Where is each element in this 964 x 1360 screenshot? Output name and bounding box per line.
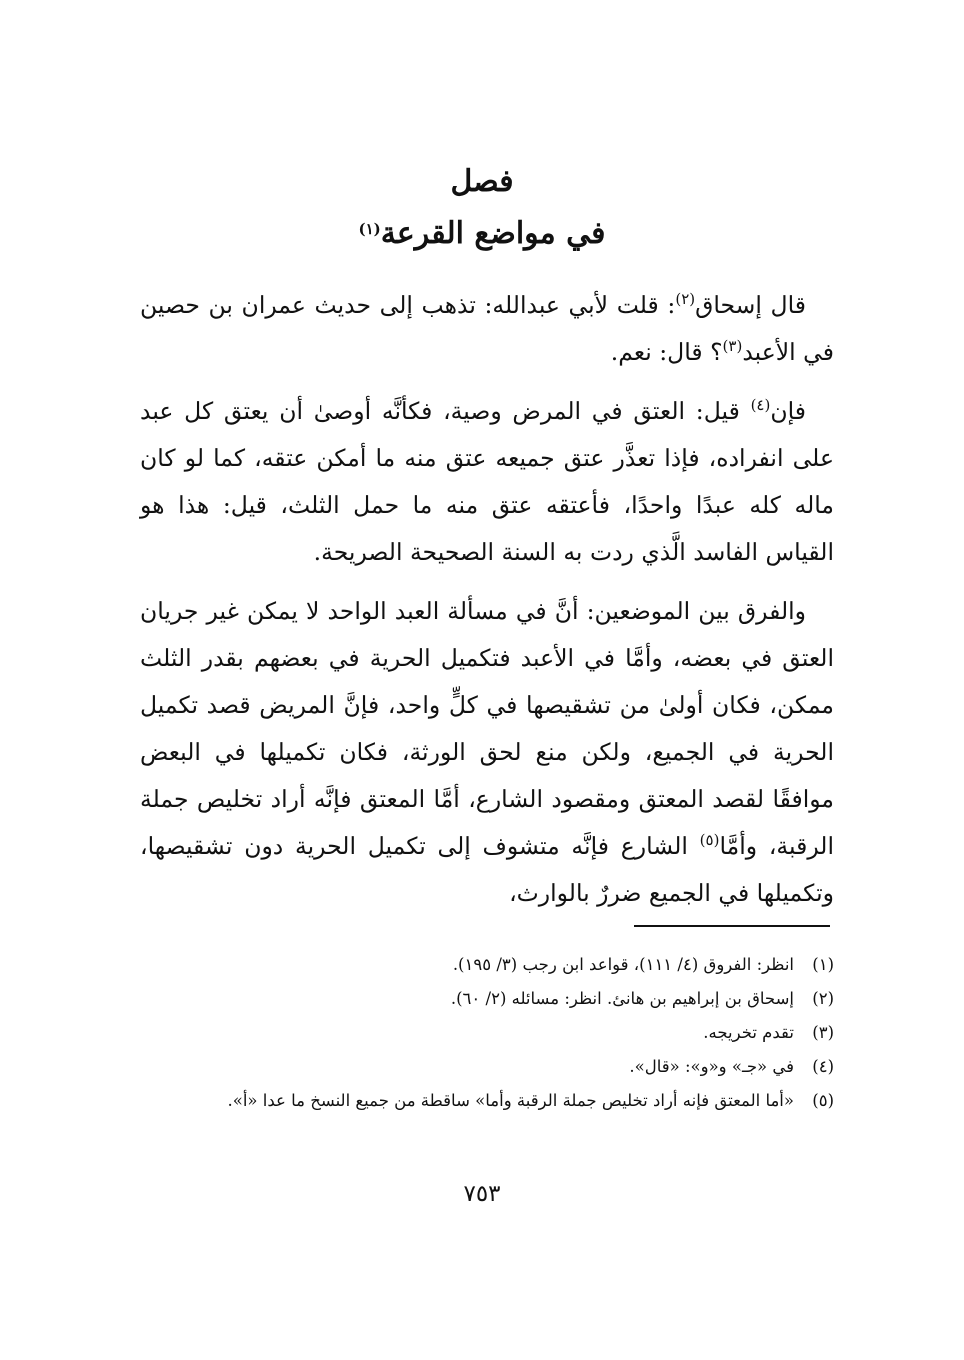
footnote-text: تقدم تخريجه.	[703, 1023, 794, 1042]
footnote-number: (١)	[812, 955, 834, 974]
footnote-ref: (٣)	[722, 337, 743, 355]
footnote-text: انظر: الفروق (٤/ ١١١)، قواعد ابن رجب (٣/ ١٩٥).	[452, 955, 794, 974]
footnote-item	[140, 984, 834, 1014]
section-subtitle	[0, 210, 964, 258]
footnotes	[140, 950, 834, 1120]
text-run: قيل: العتق في المرض وصية، فكأنَّه أوصىٰ أن يعتق كل عبد على انفراده، فإذا تعذَّر عتق جميعه عتق منه ما أمكن عتقه، كما لو كان ماله كله عبدًا واحدًا، فأعتقه عتق منه ما حمل الثلث، قيل: هذا هو القياس الفاسد الَّذي ردت به السنة الصحيحة الصريحة.	[140, 397, 834, 566]
text-run: الشارع فإنَّه متشوف إلى تكميل الحرية دون تشقيصها، وتكميلها في الجميع ضررٌ بالوارث،	[140, 832, 834, 907]
footnote-item	[140, 1018, 834, 1048]
text-run: فإن	[770, 397, 806, 425]
paragraph	[140, 282, 834, 376]
footnote-number: (٤)	[812, 1057, 834, 1076]
footnote-number: (٥)	[812, 1091, 834, 1110]
footnote-separator	[634, 925, 830, 927]
section-subtitle-text: في مواضع القرعة	[380, 216, 606, 251]
text-run: ؟ قال: نعم.	[610, 338, 723, 366]
text-run: : قلت لأبي عبدالله: تذهب إلى حديث عمران بن حصين في الأعبد	[140, 291, 834, 366]
footnote-item	[140, 1086, 834, 1116]
paragraph	[140, 388, 834, 576]
paragraph	[140, 588, 834, 917]
footnote-item	[140, 950, 834, 980]
text-run: والفرق بين الموضعين: أنَّ في مسألة العبد الواحد لا يمكن غير جريان العتق في بعضه، وأمَّا في الأعبد فتكميل الحرية في بعضهم بقدر الثلث ممكن، فكان أولىٰ من تشقيصها في كلٍّ واحد، فإنَّ المريض قصد تكميل الحرية في الجميع، ولكن منع لحق الورثة، فكان تكميلها في البعض موافقًا لقصد المعتق ومقصود الشارع، أمَّا المعتق فإنَّه أراد تخليص جملة الرقبة، وأمَّا	[140, 597, 834, 860]
footnote-ref: (٢)	[675, 290, 696, 308]
footnote-number: (٢)	[812, 989, 834, 1008]
page-number: ٧٥٣	[463, 1181, 501, 1207]
footnote-text: في «جـ» و«و»: «قال».	[629, 1057, 794, 1076]
text-run: قال إسحاق	[695, 291, 806, 319]
section-title: فصل	[450, 164, 514, 199]
footnote-text: إسحاق بن إبراهيم بن هانئ. انظر: مسائله (٢/ ٦٠).	[450, 989, 794, 1008]
footnote-item	[140, 1052, 834, 1082]
footnote-text: «أما المعتق فإنه أراد تخليص جملة الرقبة وأما» ساقطة من جميع النسخ ما عدا «أ».	[227, 1091, 794, 1110]
main-text	[140, 282, 834, 929]
footnote-ref: (٤)	[750, 396, 771, 414]
footnote-ref: (٥)	[699, 831, 720, 849]
footnote-number: (٣)	[812, 1023, 834, 1042]
footnote-ref: (١)	[358, 220, 381, 238]
